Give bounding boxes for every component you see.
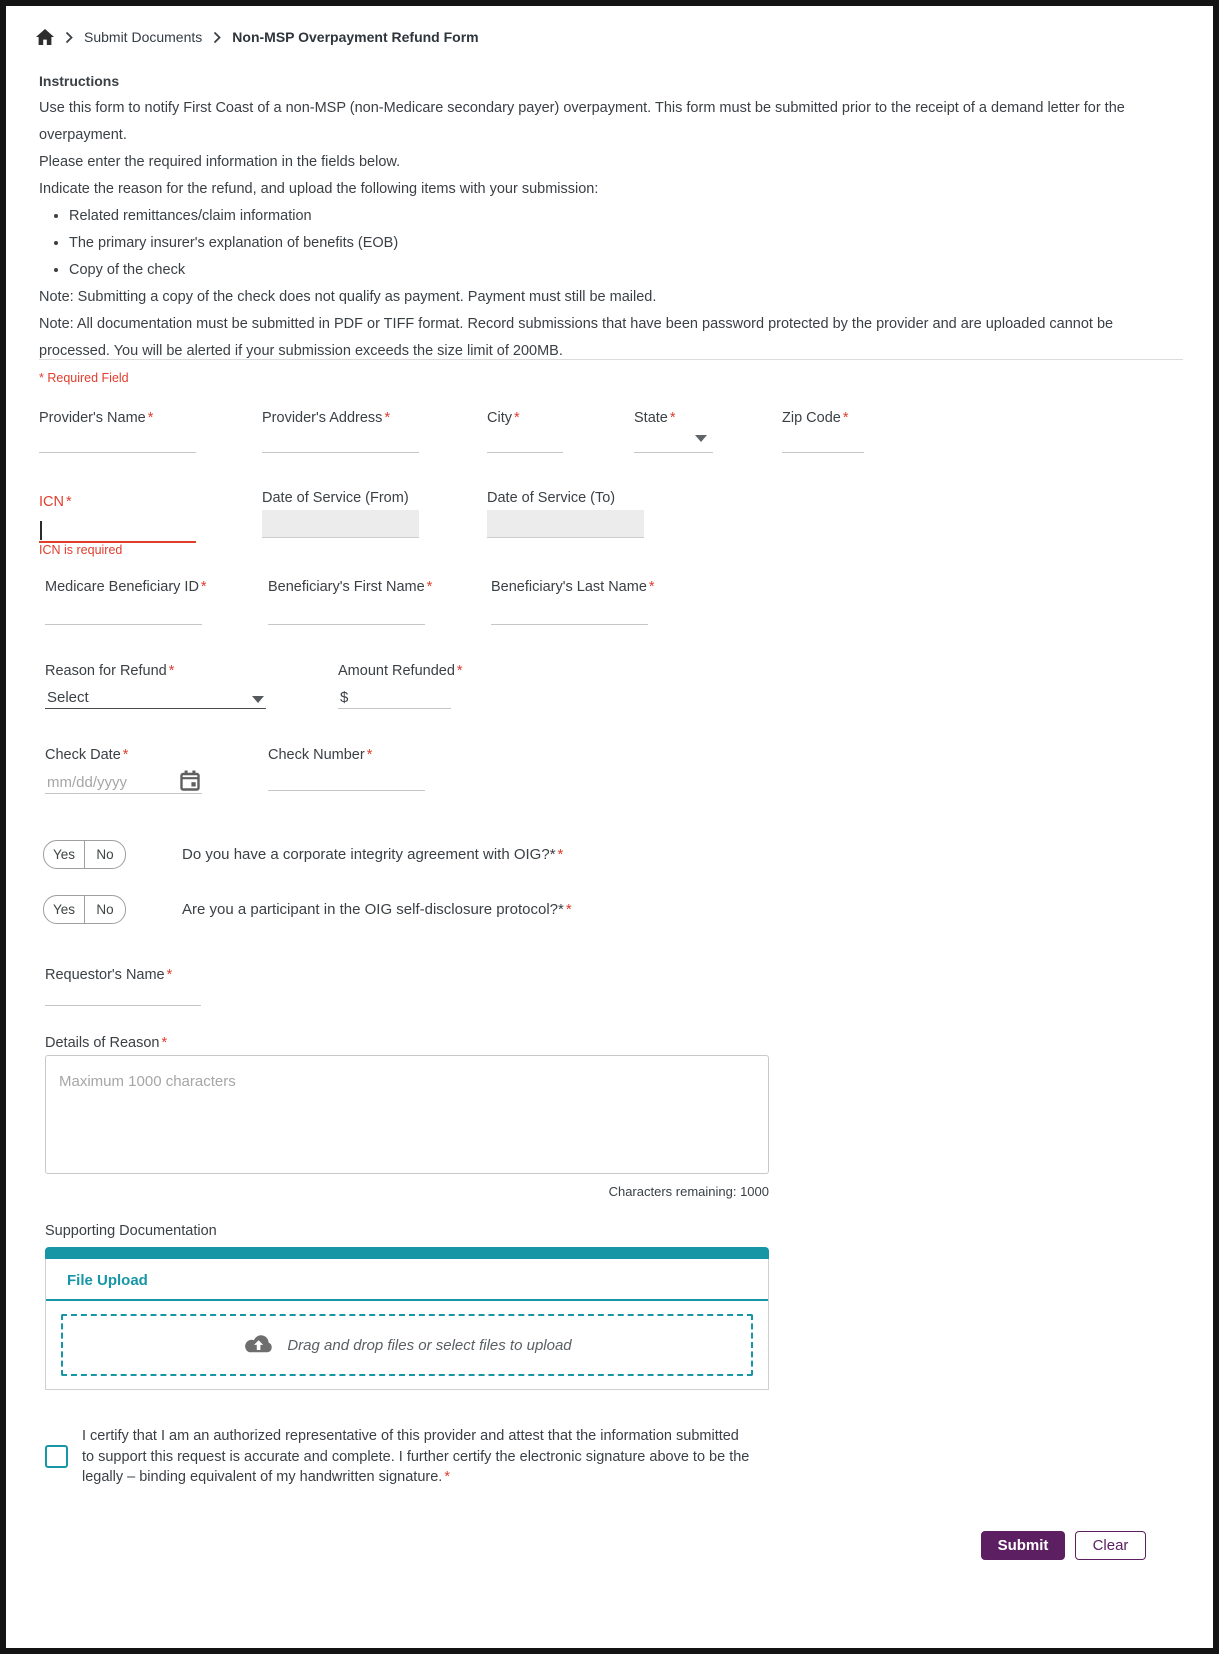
amount-refunded-input[interactable] — [338, 684, 451, 709]
required-asterisk: * — [565, 901, 572, 918]
providers-name-input[interactable] — [39, 435, 196, 453]
requestors-name-input[interactable] — [45, 988, 201, 1006]
check-date-placeholder: mm/dd/yyyy — [47, 774, 128, 791]
yes-button[interactable]: Yes — [52, 847, 76, 862]
oig-self-disclosure-question-row — [43, 895, 572, 924]
required-asterisk: * — [122, 747, 129, 763]
icn-error-message: ICN is required — [39, 543, 123, 557]
instructions-section — [39, 68, 1171, 392]
field-providers-name — [39, 409, 196, 453]
oig-agreement-question: Do you have a corporate integrity agreement with OIG?* — [182, 846, 556, 863]
field-amount-refunded — [338, 662, 463, 709]
beneficiarys-first-name-input[interactable] — [268, 607, 425, 625]
beneficiarys-last-name-label: Beneficiary's Last Name — [491, 579, 647, 595]
date-of-service-from-label: Date of Service (From) — [262, 490, 409, 506]
required-asterisk: * — [456, 663, 463, 679]
file-dropzone[interactable] — [61, 1314, 753, 1376]
cloud-upload-icon — [242, 1333, 275, 1357]
providers-address-label: Provider's Address — [262, 410, 383, 426]
bullet-item: • Related remittances/claim information — [69, 203, 1171, 230]
chevron-right-icon — [213, 31, 221, 44]
icn-input[interactable] — [39, 519, 196, 543]
beneficiarys-first-name-label: Beneficiary's First Name — [268, 579, 425, 595]
city-label: City — [487, 410, 512, 426]
details-of-reason-label: Details of Reason — [45, 1035, 160, 1051]
text-caret — [40, 521, 42, 540]
details-of-reason-textarea[interactable] — [45, 1055, 769, 1174]
field-check-number — [268, 746, 425, 791]
requestors-name-label: Requestor's Name — [45, 967, 165, 983]
amount-refunded-label: Amount Refunded — [338, 663, 455, 679]
reason-for-refund-label: Reason for Refund — [45, 663, 167, 679]
field-beneficiarys-last-name — [491, 578, 655, 625]
field-date-of-service-from — [262, 489, 419, 538]
required-asterisk: * — [200, 579, 207, 595]
dropzone-text: Drag and drop files or select files to upload — [287, 1336, 572, 1354]
yes-no-toggle — [43, 840, 126, 869]
required-asterisk: * — [557, 846, 564, 863]
check-date-input[interactable] — [45, 767, 202, 794]
field-medicare-beneficiary-id — [45, 578, 207, 625]
icn-label: ICN — [39, 494, 64, 510]
no-button[interactable]: No — [84, 896, 125, 923]
required-asterisk: * — [147, 410, 154, 426]
field-zip-code — [782, 409, 864, 453]
note-check-copy: Note: Submitting a copy of the check does not qualify as payment. Payment must still be mailed. — [39, 289, 657, 305]
instructions-bullet-list — [39, 203, 1171, 284]
field-icn — [39, 493, 196, 543]
certification-checkbox[interactable] — [45, 1445, 68, 1468]
supporting-documentation-label: Supporting Documentation — [45, 1223, 217, 1239]
yes-button[interactable]: Yes — [52, 902, 76, 917]
required-asterisk: * — [168, 663, 175, 679]
file-upload-heading: File Upload — [67, 1272, 148, 1289]
oig-agreement-question-row — [43, 840, 563, 869]
medicare-beneficiary-id-label: Medicare Beneficiary ID — [45, 579, 199, 595]
required-asterisk: * — [166, 967, 173, 983]
zip-code-input[interactable] — [782, 435, 864, 453]
providers-address-input[interactable] — [262, 435, 419, 453]
chevron-down-icon — [252, 696, 264, 703]
bullet-item: • Copy of the check — [69, 257, 1171, 284]
field-details-of-reason — [45, 1034, 769, 1174]
field-providers-address — [262, 409, 419, 453]
required-asterisk: * — [669, 410, 676, 426]
section-divider — [39, 359, 1183, 360]
providers-name-label: Provider's Name — [39, 410, 146, 426]
field-beneficiarys-first-name — [268, 578, 433, 625]
bullet-item: • The primary insurer's explanation of benefits (EOB) — [69, 230, 1171, 257]
clear-button[interactable]: Clear — [1075, 1531, 1146, 1560]
field-state — [634, 409, 713, 453]
certification-text: I certify that I am an authorized representative of this provider and attest that the information submitted to support this request is accurate and complete. I further certify the electronic signature above to be the legally – binding equivalent of my handwritten signature. — [82, 1428, 750, 1485]
chevron-down-icon — [695, 435, 707, 442]
field-reason-for-refund — [45, 662, 266, 709]
required-asterisk: * — [648, 579, 655, 595]
required-asterisk: * — [426, 579, 433, 595]
field-requestors-name — [45, 966, 201, 1006]
chevron-right-icon — [65, 31, 73, 44]
instructions-paragraph: Use this form to notify First Coast of a non-MSP (non-Medicare secondary payer) overpayment. This form must be submitted prior to the receipt of a demand letter for the overpayment. — [39, 100, 1125, 143]
date-of-service-to-label: Date of Service (To) — [487, 490, 616, 506]
dollar-prefix: $ — [340, 689, 349, 706]
check-number-input[interactable] — [268, 767, 425, 791]
field-city — [487, 409, 563, 453]
field-date-of-service-to — [487, 489, 644, 538]
check-number-label: Check Number — [268, 747, 365, 763]
characters-remaining-counter: Characters remaining: 1000 — [608, 1184, 769, 1199]
required-asterisk: * — [842, 410, 849, 426]
breadcrumb-current-page: Non-MSP Overpayment Refund Form — [232, 29, 479, 45]
date-of-service-to-input — [487, 510, 644, 538]
required-asterisk: * — [384, 410, 391, 426]
breadcrumb-submit-documents[interactable]: Submit Documents — [84, 29, 203, 45]
reason-for-refund-select[interactable] — [45, 684, 266, 709]
zip-code-label: Zip Code — [782, 410, 841, 426]
breadcrumb — [36, 29, 479, 45]
panel-accent-bar — [45, 1247, 769, 1259]
instructions-paragraph: Please enter the required information in the fields below. — [39, 154, 401, 170]
medicare-beneficiary-id-input[interactable] — [45, 607, 202, 625]
oig-self-disclosure-question: Are you a participant in the OIG self-disclosure protocol?* — [182, 901, 564, 918]
certification-row — [45, 1426, 757, 1488]
date-of-service-from-input — [262, 510, 419, 538]
note-format-size: Note: All documentation must be submitted in PDF or TIFF format. Record submissions that have been password protected by the provider and are uploaded cannot be processed. You will be alerted if your submission exceeds the size limit of 200MB. — [39, 316, 1114, 359]
file-upload-panel — [45, 1247, 769, 1390]
required-asterisk: * — [444, 1469, 450, 1485]
required-asterisk: * — [513, 410, 520, 426]
field-check-date — [45, 746, 202, 794]
beneficiarys-last-name-input[interactable] — [491, 607, 648, 625]
instructions-paragraph: Indicate the reason for the refund, and upload the following items with your submission: — [39, 181, 599, 197]
reason-for-refund-selected-value: Select — [47, 689, 89, 706]
calendar-icon[interactable] — [180, 770, 200, 791]
required-field-note: * Required Field — [39, 371, 129, 385]
required-asterisk: * — [366, 747, 373, 763]
no-button[interactable]: No — [84, 841, 125, 868]
city-input[interactable] — [487, 435, 563, 453]
instructions-heading: Instructions — [39, 73, 120, 89]
state-label: State — [634, 410, 668, 426]
submit-button[interactable]: Submit — [981, 1531, 1065, 1560]
required-asterisk: * — [161, 1035, 168, 1051]
required-asterisk: * — [65, 494, 72, 510]
check-date-label: Check Date — [45, 747, 121, 763]
home-icon[interactable] — [36, 29, 54, 45]
yes-no-toggle — [43, 895, 126, 924]
